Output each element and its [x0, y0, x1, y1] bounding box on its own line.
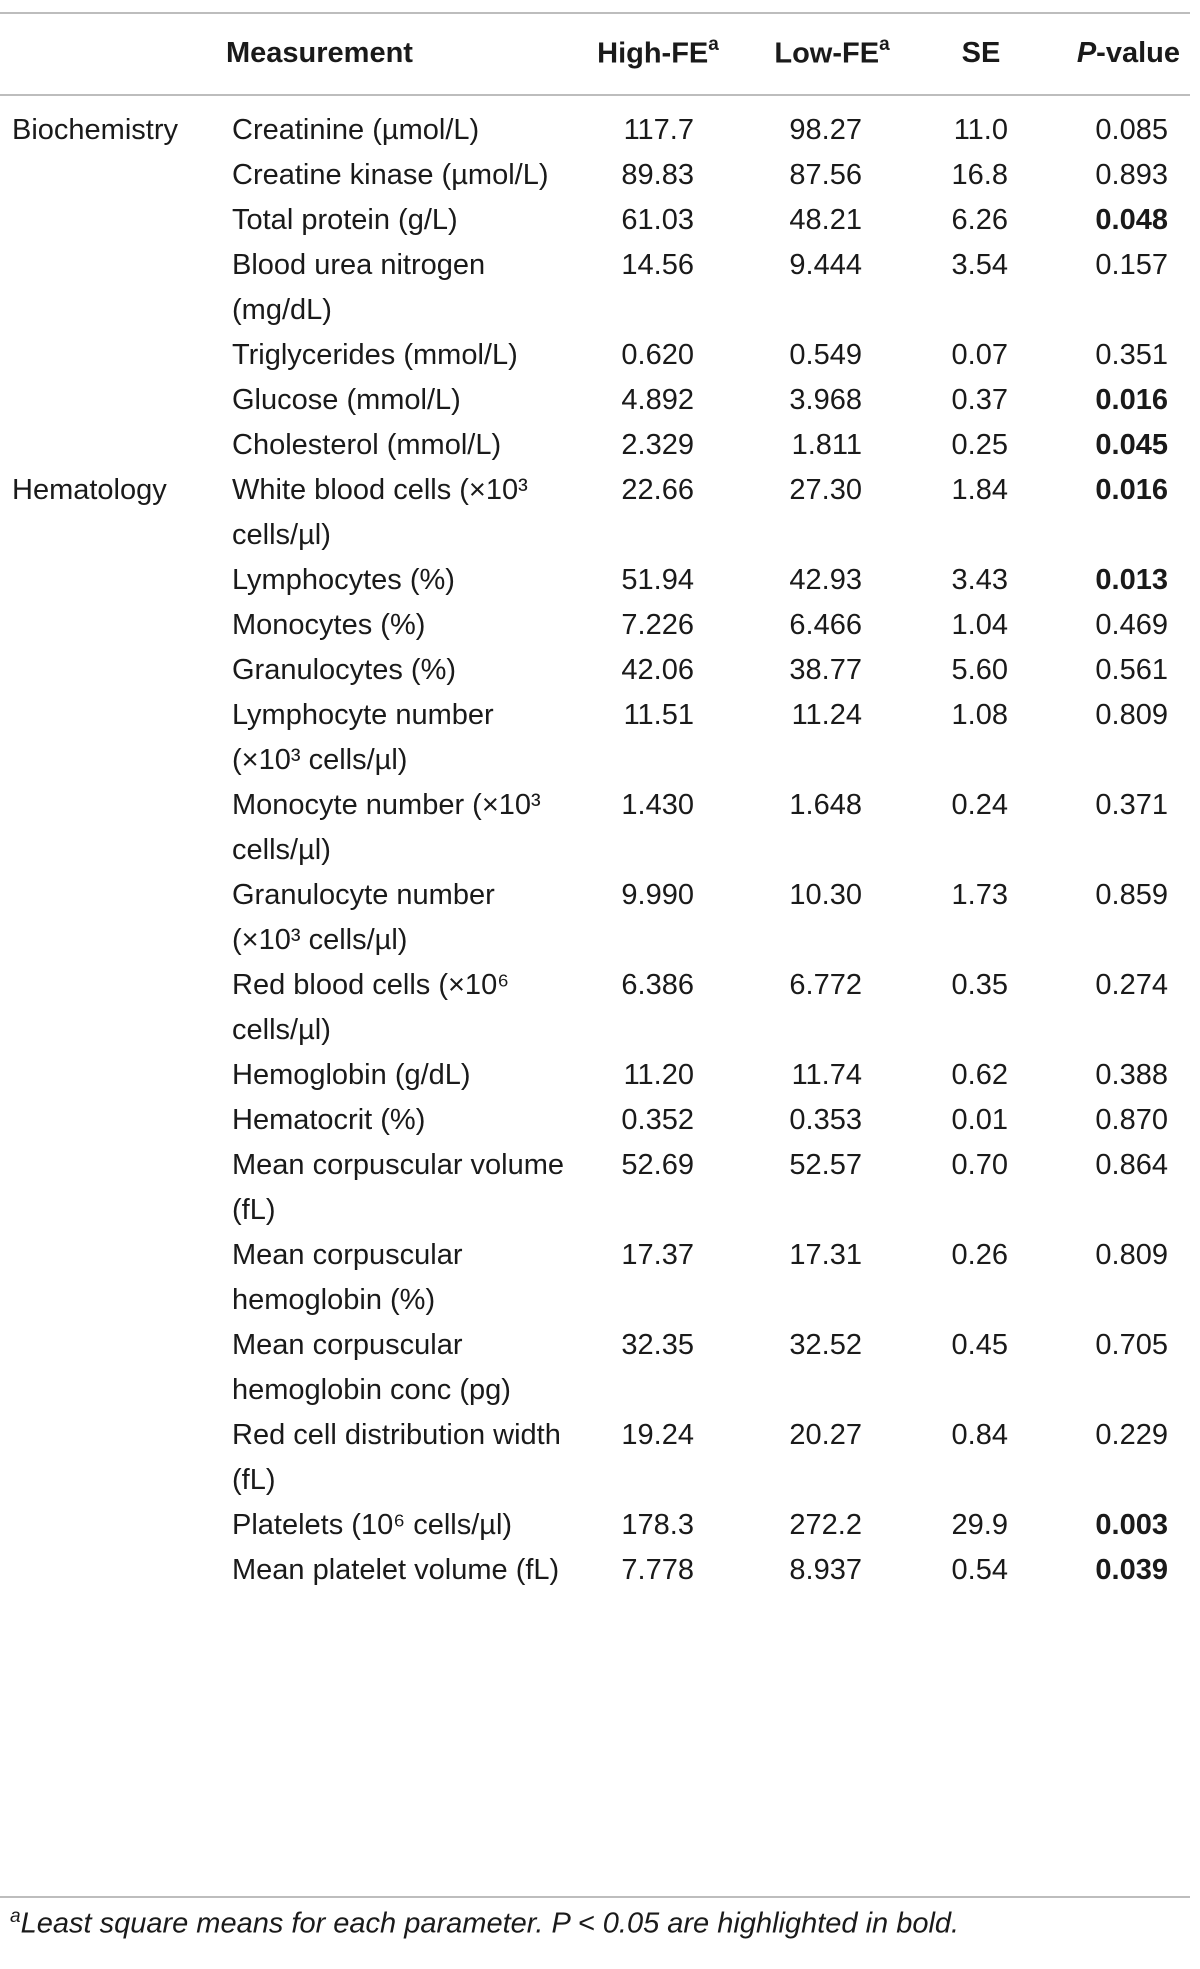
low-fe-cell: 6.466 [789, 609, 862, 641]
se-cell: 3.54 [951, 249, 1008, 281]
measurement-cell: Lymphocyte number (×10³ cells/µl) [232, 699, 494, 776]
p-value-cell: 0.561 [1095, 654, 1168, 686]
measurement-cell: Monocytes (%) [232, 609, 426, 641]
se-cell: 0.45 [951, 1329, 1008, 1361]
measurement-cell: Mean corpuscular volume (fL) [232, 1149, 565, 1226]
se-cell: 1.08 [951, 699, 1008, 731]
table-row [0, 693, 1190, 783]
measurement-cell: White blood cells (×10³ cells/µl) [232, 474, 528, 551]
low-fe-cell: 3.968 [789, 384, 862, 416]
p-value-cell: 0.045 [1095, 429, 1168, 461]
se-cell: 0.35 [951, 969, 1008, 1001]
row-group-cell [0, 603, 222, 648]
p-value-cell: 0.870 [1095, 1104, 1168, 1136]
high-fe-cell: 11.20 [623, 1059, 694, 1091]
measurement-cell: Red blood cells (×10⁶ cells/µl) [232, 969, 510, 1046]
low-fe-cell: 42.93 [789, 564, 862, 596]
measurement-cell: Granulocyte number (×10³ cells/µl) [232, 879, 495, 956]
low-fe-cell: 87.56 [789, 159, 862, 191]
row-group-cell [0, 558, 222, 603]
p-value-cell: 0.274 [1095, 969, 1168, 1001]
header-p-value [1040, 13, 1190, 95]
table-row [0, 1323, 1190, 1413]
low-fe-cell: 17.31 [789, 1239, 862, 1271]
table-row [0, 1233, 1190, 1323]
header-low-fe-footnote-marker: a [879, 33, 890, 55]
p-value-cell: 0.351 [1095, 339, 1168, 371]
p-value-cell: 0.371 [1095, 789, 1168, 821]
high-fe-cell: 32.35 [621, 1329, 694, 1361]
high-fe-cell: 178.3 [621, 1509, 694, 1541]
se-cell: 5.60 [951, 654, 1008, 686]
row-group-cell [0, 198, 222, 243]
se-cell: 29.9 [951, 1509, 1008, 1541]
table-row [0, 153, 1190, 198]
measurement-cell: Cholesterol (mmol/L) [232, 429, 502, 461]
se-cell: 1.73 [951, 879, 1008, 911]
se-cell: 6.26 [951, 204, 1008, 236]
table-row [0, 873, 1190, 963]
row-group-cell [0, 1233, 222, 1323]
high-fe-cell: 9.990 [621, 879, 694, 911]
table-row [0, 1503, 1190, 1548]
header-measurement [222, 13, 574, 95]
low-fe-cell: 98.27 [789, 114, 862, 146]
low-fe-cell: 6.772 [789, 969, 862, 1001]
low-fe-cell: 32.52 [789, 1329, 862, 1361]
p-value-cell: 0.016 [1095, 474, 1168, 506]
table-row [0, 243, 1190, 333]
row-group-cell [0, 1413, 222, 1503]
se-cell: 0.07 [951, 339, 1008, 371]
table-row [0, 648, 1190, 693]
header-row [0, 13, 1190, 95]
low-fe-cell: 8.937 [789, 1554, 862, 1586]
table-row [0, 1098, 1190, 1143]
row-group-cell: Biochemistry [12, 114, 178, 146]
low-fe-cell: 1.648 [789, 789, 862, 821]
row-group-cell [0, 783, 222, 873]
p-value-cell: 0.229 [1095, 1419, 1168, 1451]
row-group-cell [0, 243, 222, 333]
p-value-cell: 0.809 [1095, 699, 1168, 731]
table-row [0, 1143, 1190, 1233]
row-group-cell [0, 1548, 222, 1601]
table-row [0, 783, 1190, 873]
se-cell: 3.43 [951, 564, 1008, 596]
high-fe-cell: 11.51 [623, 699, 694, 731]
high-fe-cell: 14.56 [621, 249, 694, 281]
measurement-cell: Mean corpuscular hemoglobin (%) [232, 1239, 463, 1316]
high-fe-cell: 7.778 [621, 1554, 694, 1586]
high-fe-cell: 17.37 [621, 1239, 694, 1271]
measurement-cell: Total protein (g/L) [232, 204, 458, 236]
measurement-cell: Glucose (mmol/L) [232, 384, 461, 416]
header-se-label: SE [961, 36, 1001, 69]
header-high-fe-footnote-marker: a [708, 33, 719, 55]
se-cell: 0.84 [951, 1419, 1008, 1451]
row-group-cell: Hematology [12, 474, 167, 506]
row-group-cell [0, 378, 222, 423]
se-cell: 0.26 [951, 1239, 1008, 1271]
measurement-cell: Monocyte number (×10³ cells/µl) [232, 789, 541, 866]
table-row [0, 603, 1190, 648]
low-fe-cell: 10.30 [789, 879, 862, 911]
high-fe-cell: 61.03 [621, 204, 694, 236]
high-fe-cell: 2.329 [621, 429, 694, 461]
row-group-cell [0, 153, 222, 198]
high-fe-cell: 4.892 [621, 384, 694, 416]
header-high-fe [574, 13, 742, 95]
low-fe-cell: 0.549 [789, 339, 862, 371]
header-low-fe [742, 13, 922, 95]
high-fe-cell: 89.83 [621, 159, 694, 191]
header-low-fe-label: Low-FE [774, 37, 880, 70]
se-cell: 0.54 [951, 1554, 1008, 1586]
table-row [0, 558, 1190, 603]
se-cell: 0.62 [951, 1059, 1008, 1091]
measurement-cell: Creatinine (µmol/L) [232, 114, 480, 146]
se-cell: 0.37 [951, 384, 1008, 416]
low-fe-cell: 1.811 [791, 429, 862, 461]
high-fe-cell: 42.06 [621, 654, 694, 686]
footnote-marker: a [10, 1906, 21, 1927]
measurement-cell: Triglycerides (mmol/L) [232, 339, 518, 371]
table-row [0, 468, 1190, 558]
se-cell: 0.25 [951, 429, 1008, 461]
row-group-cell [0, 1143, 222, 1233]
se-cell: 0.01 [951, 1104, 1008, 1136]
header-p-italic: P [1076, 36, 1097, 69]
p-value-cell: 0.085 [1095, 114, 1168, 146]
p-value-cell: 0.809 [1095, 1239, 1168, 1271]
row-group-cell [0, 1098, 222, 1143]
low-fe-cell: 52.57 [789, 1149, 862, 1181]
header-p-rest: -value [1096, 36, 1180, 69]
p-value-cell: 0.157 [1095, 249, 1168, 281]
row-group-cell [0, 1053, 222, 1098]
footnote-text: Least square means for each parameter. P < 0.05 are highlighted in bold. [20, 1907, 960, 1940]
measurement-cell: Red cell distribution width (fL) [232, 1419, 561, 1496]
high-fe-cell: 19.24 [621, 1419, 694, 1451]
table-body [0, 95, 1190, 1601]
row-group-cell [0, 333, 222, 378]
measurement-cell: Creatine kinase (µmol/L) [232, 159, 549, 191]
p-value-cell: 0.705 [1095, 1329, 1168, 1361]
p-value-cell: 0.893 [1095, 159, 1168, 191]
measurement-cell: Blood urea nitrogen (mg/dL) [232, 249, 486, 326]
row-group-cell [0, 648, 222, 693]
high-fe-cell: 22.66 [621, 474, 694, 506]
table-row [0, 963, 1190, 1053]
header-se [922, 13, 1040, 95]
table-row [0, 1548, 1190, 1601]
row-group-cell [0, 423, 222, 468]
header-measurement-label: Measurement [226, 36, 413, 69]
se-cell: 1.04 [951, 609, 1008, 641]
table-row [0, 378, 1190, 423]
low-fe-cell: 11.74 [791, 1059, 862, 1091]
p-value-cell: 0.016 [1095, 384, 1168, 416]
row-group-cell [0, 873, 222, 963]
low-fe-cell: 38.77 [789, 654, 862, 686]
table-row [0, 1413, 1190, 1503]
row-group-cell [0, 1323, 222, 1413]
table-row [0, 423, 1190, 468]
high-fe-cell: 117.7 [623, 114, 694, 146]
low-fe-cell: 0.353 [789, 1104, 862, 1136]
high-fe-cell: 6.386 [621, 969, 694, 1001]
p-value-cell: 0.469 [1095, 609, 1168, 641]
results-table [0, 12, 1190, 1601]
se-cell: 16.8 [951, 159, 1008, 191]
high-fe-cell: 0.620 [621, 339, 694, 371]
low-fe-cell: 48.21 [789, 204, 862, 236]
se-cell: 0.70 [951, 1149, 1008, 1181]
table-row [0, 333, 1190, 378]
low-fe-cell: 27.30 [789, 474, 862, 506]
p-value-cell: 0.864 [1095, 1149, 1168, 1181]
p-value-cell: 0.003 [1095, 1509, 1168, 1541]
row-group-cell [0, 963, 222, 1053]
header-group [0, 13, 222, 95]
measurement-cell: Platelets (10⁶ cells/µl) [232, 1509, 513, 1541]
measurement-cell: Lymphocytes (%) [232, 564, 455, 596]
high-fe-cell: 0.352 [621, 1104, 694, 1136]
measurement-cell: Hematocrit (%) [232, 1104, 426, 1136]
p-value-cell: 0.048 [1095, 204, 1168, 236]
measurement-cell: Mean platelet volume (fL) [232, 1554, 560, 1586]
header-high-fe-label: High-FE [597, 37, 709, 70]
p-value-cell: 0.013 [1095, 564, 1168, 596]
low-fe-cell: 20.27 [789, 1419, 862, 1451]
row-group-cell [0, 1503, 222, 1548]
p-value-cell: 0.388 [1095, 1059, 1168, 1091]
low-fe-cell: 9.444 [789, 249, 862, 281]
p-value-cell: 0.859 [1095, 879, 1168, 911]
high-fe-cell: 52.69 [621, 1149, 694, 1181]
measurement-cell: Mean corpuscular hemoglobin conc (pg) [232, 1329, 511, 1406]
se-cell: 0.24 [951, 789, 1008, 821]
se-cell: 11.0 [953, 114, 1008, 146]
measurement-cell: Granulocytes (%) [232, 654, 457, 686]
table-row [0, 95, 1190, 153]
table-footnote [0, 1896, 1190, 1941]
row-group-cell [0, 693, 222, 783]
measurement-cell: Hemoglobin (g/dL) [232, 1059, 471, 1091]
high-fe-cell: 7.226 [621, 609, 694, 641]
p-value-cell: 0.039 [1095, 1554, 1168, 1586]
high-fe-cell: 1.430 [621, 789, 694, 821]
high-fe-cell: 51.94 [621, 564, 694, 596]
table-row [0, 1053, 1190, 1098]
table-row [0, 198, 1190, 243]
low-fe-cell: 272.2 [789, 1509, 862, 1541]
low-fe-cell: 11.24 [791, 699, 862, 731]
se-cell: 1.84 [951, 474, 1008, 506]
